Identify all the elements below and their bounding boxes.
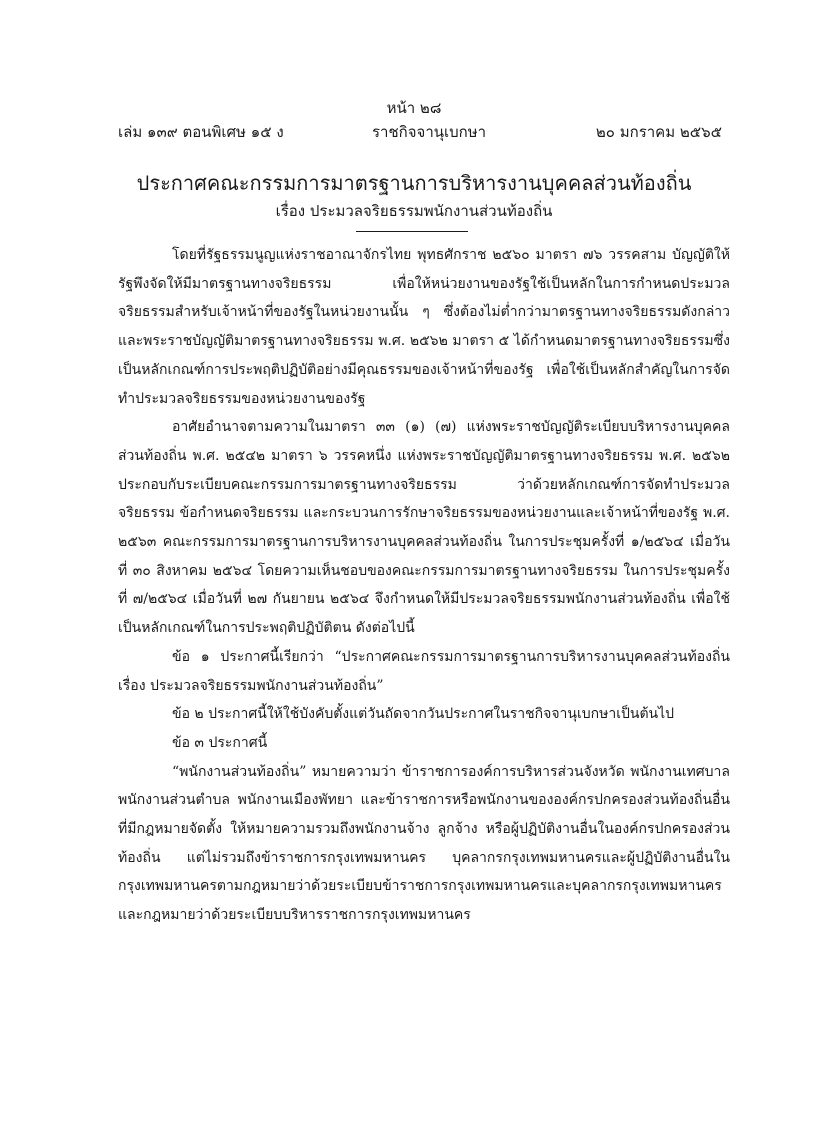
gazette-name: ราชกิจจานุเบกษา bbox=[372, 123, 487, 141]
clause-3: ข้อ ๓ ประกาศนี้ bbox=[172, 734, 268, 751]
definition-local-officer: “พนักงานส่วนท้องถิ่น” หมายความว่า ข้าราชการองค์การบริหารส่วนจังหวัด พนักงานเทศบาล พนักงานส่วนตำบล พนักงานเมืองพัทยา และข้าราชการหรือพนักงานขององค์กรปกครองส่วนท้องถิ่นอื่นที่มีกฎหมายจัดตั้ง ให้หมายความรวมถึงพนักงานจ้าง ลูกจ้าง หรือผู้ปฏิบัติงานอื่นในองค์กรปกครองส่วนท้องถิ่น แต่ไม่รวมถึงข้าราชการกรุงเทพมหานคร บุคลากรกรุงเทพมหานครและผู้ปฏิบัติงานอื่นในกรุงเทพมหานครตามกฎหมายว่าด้วยระเบียบข้าราชการกรุงเทพมหานครและบุคลากรกรุงเทพมหานคร และกฎหมายว่าด้วยระเบียบบริหารราชการกรุงเทพมหานคร bbox=[118, 763, 730, 924]
paragraph-authority: อาศัยอำนาจตามความในมาตรา ๓๓ (๑) (๗) แห่งพระราชบัญญัติระเบียบบริหารงานบุคคลส่วนท้องถิ่น พ.ศ. ๒๕๔๒ มาตรา ๖ วรรคหนึ่ง แห่งพระราชบัญญัติมาตรฐานทางจริยธรรม พ.ศ. ๒๕๖๒ ประกอบกับระเบียบคณะกรรมการมาตรฐานทางจริยธรรม ว่าด้วยหลักเกณฑ์การจัดทำประมวลจริยธรรม ข้อกำหนดจริยธรรม และกระบวนการรักษาจริยธรรมของหน่วยงานและเจ้าหน้าที่ของรัฐ พ.ศ. ๒๕๖๓ คณะกรรมการมาตรฐานการบริหารงานบุคคลส่วนท้องถิ่น ในการประชุมครั้งที่ ๑/๒๕๖๔ เมื่อวันที่ ๓๐ สิงหาคม ๒๕๖๔ โดยความเห็นชอบของคณะกรรมการมาตรฐานทางจริยธรรม ในการประชุมครั้งที่ ๗/๒๕๖๔ เมื่อวันที่ ๒๗ กันยายน ๒๕๖๔ จึงกำหนดให้มีประมวลจริยธรรมพนักงานส่วนท้องถิ่น เพื่อใช้เป็นหลักเกณฑ์ในการประพฤติปฏิบัติตน ดังต่อไปนี้ bbox=[118, 419, 730, 637]
document-title: ประกาศคณะกรรมการมาตรฐานการบริหารงานบุคคลส่วนท้องถิ่น bbox=[136, 171, 692, 195]
volume-issue: เล่ม ๑๓๙ ตอนพิเศษ ๑๕ ง bbox=[118, 123, 284, 141]
document-body bbox=[118, 241, 730, 930]
page-number: หน้า ๒๘ bbox=[386, 99, 442, 117]
clause-2: ข้อ ๒ ประกาศนี้ให้ใช้บังคับตั้งแต่วันถัดจากวันประกาศในราชกิจจานุเบกษาเป็นต้นไป bbox=[172, 706, 675, 723]
clause-1: ข้อ ๑ ประกาศนี้เรียกว่า “ประกาศคณะกรรมการมาตรฐานการบริหารงานบุคคลส่วนท้องถิ่น เรื่อง ประมวลจริยธรรมพนักงานส่วนท้องถิ่น” bbox=[118, 648, 730, 694]
document-subject: เรื่อง ประมวลจริยธรรมพนักงานส่วนท้องถิ่น bbox=[275, 202, 553, 220]
running-header bbox=[0, 122, 828, 142]
publication-date: ๒๐ มกราคม ๒๕๖๕ bbox=[595, 123, 722, 141]
paragraph-preamble: โดยที่รัฐธรรมนูญแห่งราชอาณาจักรไทย พุทธศักราช ๒๕๖๐ มาตรา ๗๖ วรรคสาม บัญญัติให้รัฐพึงจัดให้มีมาตรฐานทางจริยธรรม เพื่อให้หน่วยงานของรัฐใช้เป็นหลักในการกำหนดประมวลจริยธรรมสำหรับเจ้าหน้าที่ของรัฐในหน่วยงานนั้น ๆ ซึ่งต้องไม่ต่ำกว่ามาตรฐานทางจริยธรรมดังกล่าว และพระราชบัญญัติมาตรฐานทางจริยธรรม พ.ศ. ๒๕๖๒ มาตรา ๕ ได้กำหนดมาตรฐานทางจริยธรรมซึ่งเป็นหลักเกณฑ์การประพฤติปฏิบัติอย่างมีคุณธรรมของเจ้าหน้าที่ของรัฐ เพื่อใช้เป็นหลักสำคัญในการจัดทำประมวลจริยธรรมของหน่วยงานของรัฐ bbox=[118, 247, 730, 407]
title-divider bbox=[356, 231, 468, 232]
